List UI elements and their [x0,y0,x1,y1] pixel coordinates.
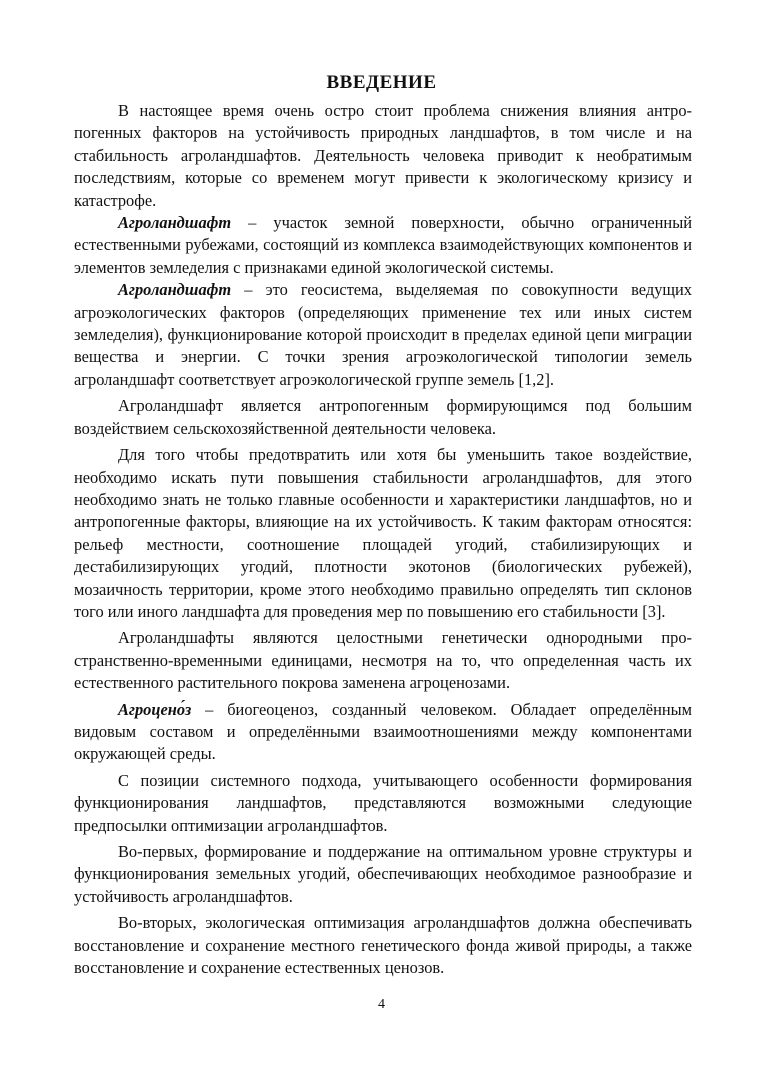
definition-text: – биогеоценоз, созданный человеком. Обладает определённым видовым составом и определёнными взаимоотношениями между компонентами окружающей среды. [74,699,692,764]
paragraph-9: Во-первых, формирование и поддержание на оптимальном уровне структуры и функционирования земельных угодий, обеспечивающих необходимое разнообразие и устойчивость агроландшафтов. [74,842,692,906]
paragraph-2-definition [74,212,692,279]
definition-text: – это геосистема, выделяемая по совокупности ведущих агроэкологических факторов (определяющих применение тех или иных систем земледелия), функционирование которой происходит в пределах единой цепи миграции вещества и энергии. С точки зрения агроэкологической типологии земель агроландшафт соответствует агроэкологической группе земель [1,2]. [74,280,692,389]
term-agrocenosis: Агроцено́з [118,699,192,719]
paragraph-8: С позиции системного подхода, учитывающего особенности формирования функционирования ландшафтов, представляются возможными следующие предпосылки оптимизации агроландшафтов. [74,770,692,835]
page-number: 4 [378,997,385,1012]
paragraph-10: Во-вторых, экологическая оптимизация агроландшафтов должна обеспечивать восстановление и сохранение местного генетического фонда живой природы, а также восстановление и сохранение естественных ценозов. [74,913,692,978]
paragraph-1: В настоящее время очень остро стоит проблема снижения влияния антропогенных факторов на устойчивость природных ландшафтов, в том числе и на стабильность агроландшафтов. Деятельность человека приводит к необратимым последствиям, которые со временем могут привести к экологическому кризису и катастрофе. [74,101,692,210]
paragraph-3-definition [74,279,692,391]
term-agrolandscape: Агроландшафт [118,213,232,233]
paragraph-7-definition [74,699,692,766]
definition-text: – участок земной поверхности, обычно ограниченный естественными рубежами, состоящий из комплекса взаимодействующих компонентов и элементов земледелия с признаками единой экологической системы. [74,213,692,277]
term-agrolandscape: Агроландшафт [118,280,232,300]
page-title: ВВЕДЕНИЕ [326,72,437,93]
body-text [74,100,692,979]
paragraph-5: Для того чтобы предотвратить или хотя бы уменьшить такое воздействие, необходимо искать пути повышения стабильности агроландшафтов, для этого необходимо знать не только главные особенности и характеристики ландшафтов, но и антропогенные факторы, влияющие на их устойчивость. К таким факторам относятся: рельеф местности, соотношение площадей угодий, стабилизирующих и дестабилизирующих угодий, плотности экотонов (биологических рубежей), мозаичность территории, кроме этого необходимо правильно определять тип склонов того или иного ландшафта для проведения мер по повышению его стабильности [3]. [74,445,692,621]
paragraph-4: Агроландшафт является антропогенным формирующимся под большим воздействием сельскохозяйственной деятельности человека. [74,396,692,438]
paragraph-6: Агроландшафты являются целостными генетически однородными пространственно-временными единицами, несмотря на то, что определенная часть их естественного растительного покрова заменена агроценозами. [74,628,692,693]
